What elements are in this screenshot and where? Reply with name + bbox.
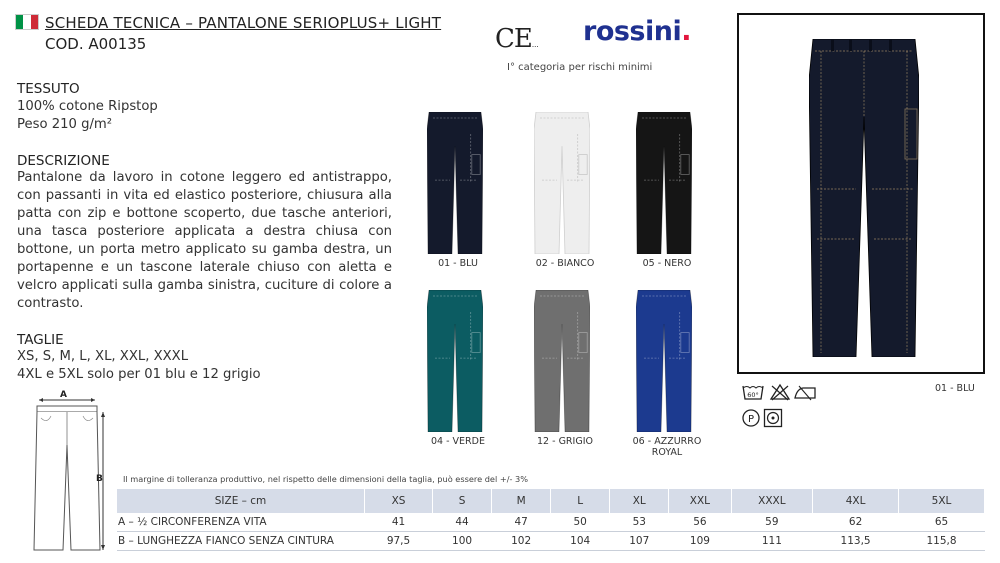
table-cell: 62 (813, 513, 899, 532)
rossini-logo: rossini. (583, 16, 692, 47)
table-row (117, 532, 985, 551)
table-cell: 56 (669, 513, 731, 532)
trousers-thumbnail (427, 112, 483, 258)
svg-text:P: P (747, 414, 755, 425)
table-cell: 100 (433, 532, 492, 551)
no-bleach-icon (769, 383, 791, 401)
table-cell: 47 (492, 513, 551, 532)
size-col-s: S (433, 489, 492, 513)
size-col-xxxl: XXXL (731, 489, 813, 513)
featured-product-frame (737, 13, 985, 374)
trousers-thumbnail (427, 290, 483, 436)
table-cell: 97,5 (365, 532, 433, 551)
size-col-xl: XL (610, 489, 669, 513)
ce-mark: CE... (495, 24, 539, 54)
svg-text:60°: 60° (747, 391, 759, 399)
trousers-thumbnail (636, 112, 692, 258)
table-cell: 41 (365, 513, 433, 532)
table-cell: 59 (731, 513, 813, 532)
italian-flag-icon (15, 14, 39, 30)
dry-clean-p-icon (741, 408, 761, 432)
color-variant-label: 01 - BLU (438, 258, 478, 269)
table-row (117, 513, 985, 532)
featured-caption: 01 - BLU (935, 383, 975, 394)
table-cell: 102 (492, 532, 551, 551)
tolerance-note: Il margine di tolleranza produttivo, nel rispetto delle dimensioni della taglia, può essere del +/- 3% (123, 474, 529, 484)
size-col-5xl: 5XL (899, 489, 985, 513)
protection-category: I° categoria per rischi minimi (507, 62, 653, 73)
size-header-row (117, 489, 985, 513)
size-col-xs: XS (365, 489, 433, 513)
description-heading: DESCRIZIONE (17, 153, 110, 169)
fabric-heading: TESSUTO (17, 81, 80, 97)
table-cell: 115,8 (899, 532, 985, 551)
label-a: A (60, 390, 67, 400)
table-cell: 107 (610, 532, 669, 551)
size-header-label: SIZE – cm (117, 489, 365, 513)
tumble-dry-icon (763, 408, 783, 432)
iron-icon (793, 383, 817, 401)
size-table (117, 489, 985, 551)
table-cell: 104 (551, 532, 610, 551)
color-variant-label: 04 - VERDE (431, 436, 485, 447)
size-col-l: L (551, 489, 610, 513)
trousers-thumbnail (636, 290, 692, 436)
description-text: Pantalone da lavoro in cotone leggero ed antistrappo, con passanti in vita ed elastico posteriore, chiusura alla patta con zip e bottone scoperto, due tasche anteriori, una tasca posteriore applicata a destra chiusa con bottone, un porta metro applicato su gamba destra, un portapenne e un tascone laterale chiuso con aletta e velcro applicati sulla gamba sinistra, cuciture di colore a contrasto. (17, 170, 392, 311)
fabric-weight: Peso 210 g/m² (17, 117, 113, 132)
color-variant-label: 05 - NERO (642, 258, 692, 269)
table-cell: 50 (551, 513, 610, 532)
size-col-m: M (492, 489, 551, 513)
flag-green (16, 15, 23, 29)
table-cell: 111 (731, 532, 813, 551)
trousers-outline-icon (25, 390, 110, 555)
table-cell: 65 (899, 513, 985, 532)
sizes-list: XS, S, M, L, XL, XXL, XXXL (17, 349, 189, 364)
label-b: B (96, 474, 103, 484)
trousers-thumbnail (534, 290, 590, 436)
flag-white (23, 15, 30, 29)
trousers-thumbnail (534, 112, 590, 258)
measurement-diagram (25, 390, 110, 555)
document-title: SCHEDA TECNICA – PANTALONE SERIOPLUS+ LIGHT (45, 14, 442, 32)
table-cell: 109 (669, 532, 731, 551)
size-col-4xl: 4XL (813, 489, 899, 513)
sizes-heading: TAGLIE (17, 332, 64, 348)
color-variant-label: 02 - BIANCO (535, 258, 595, 269)
row-label-waist: A – ½ CIRCONFERENZA VITA (117, 513, 365, 532)
row-label-length: B – LUNGHEZZA FIANCO SENZA CINTURA (117, 532, 365, 551)
flag-red (31, 15, 38, 29)
product-code: COD. A00135 (45, 35, 147, 53)
size-col-xxl: XXL (669, 489, 731, 513)
wash-60-icon (741, 383, 765, 401)
color-variant-label: 06 - AZZURRO ROYAL (632, 436, 702, 458)
color-variant-label: 12 - GRIGIO (537, 436, 593, 447)
table-cell: 113,5 (813, 532, 899, 551)
table-cell: 44 (433, 513, 492, 532)
fabric-composition: 100% cotone Ripstop (17, 99, 158, 114)
featured-trousers-image (809, 39, 919, 357)
table-cell: 53 (610, 513, 669, 532)
sizes-note: 4XL e 5XL solo per 01 blu e 12 grigio (17, 367, 261, 382)
